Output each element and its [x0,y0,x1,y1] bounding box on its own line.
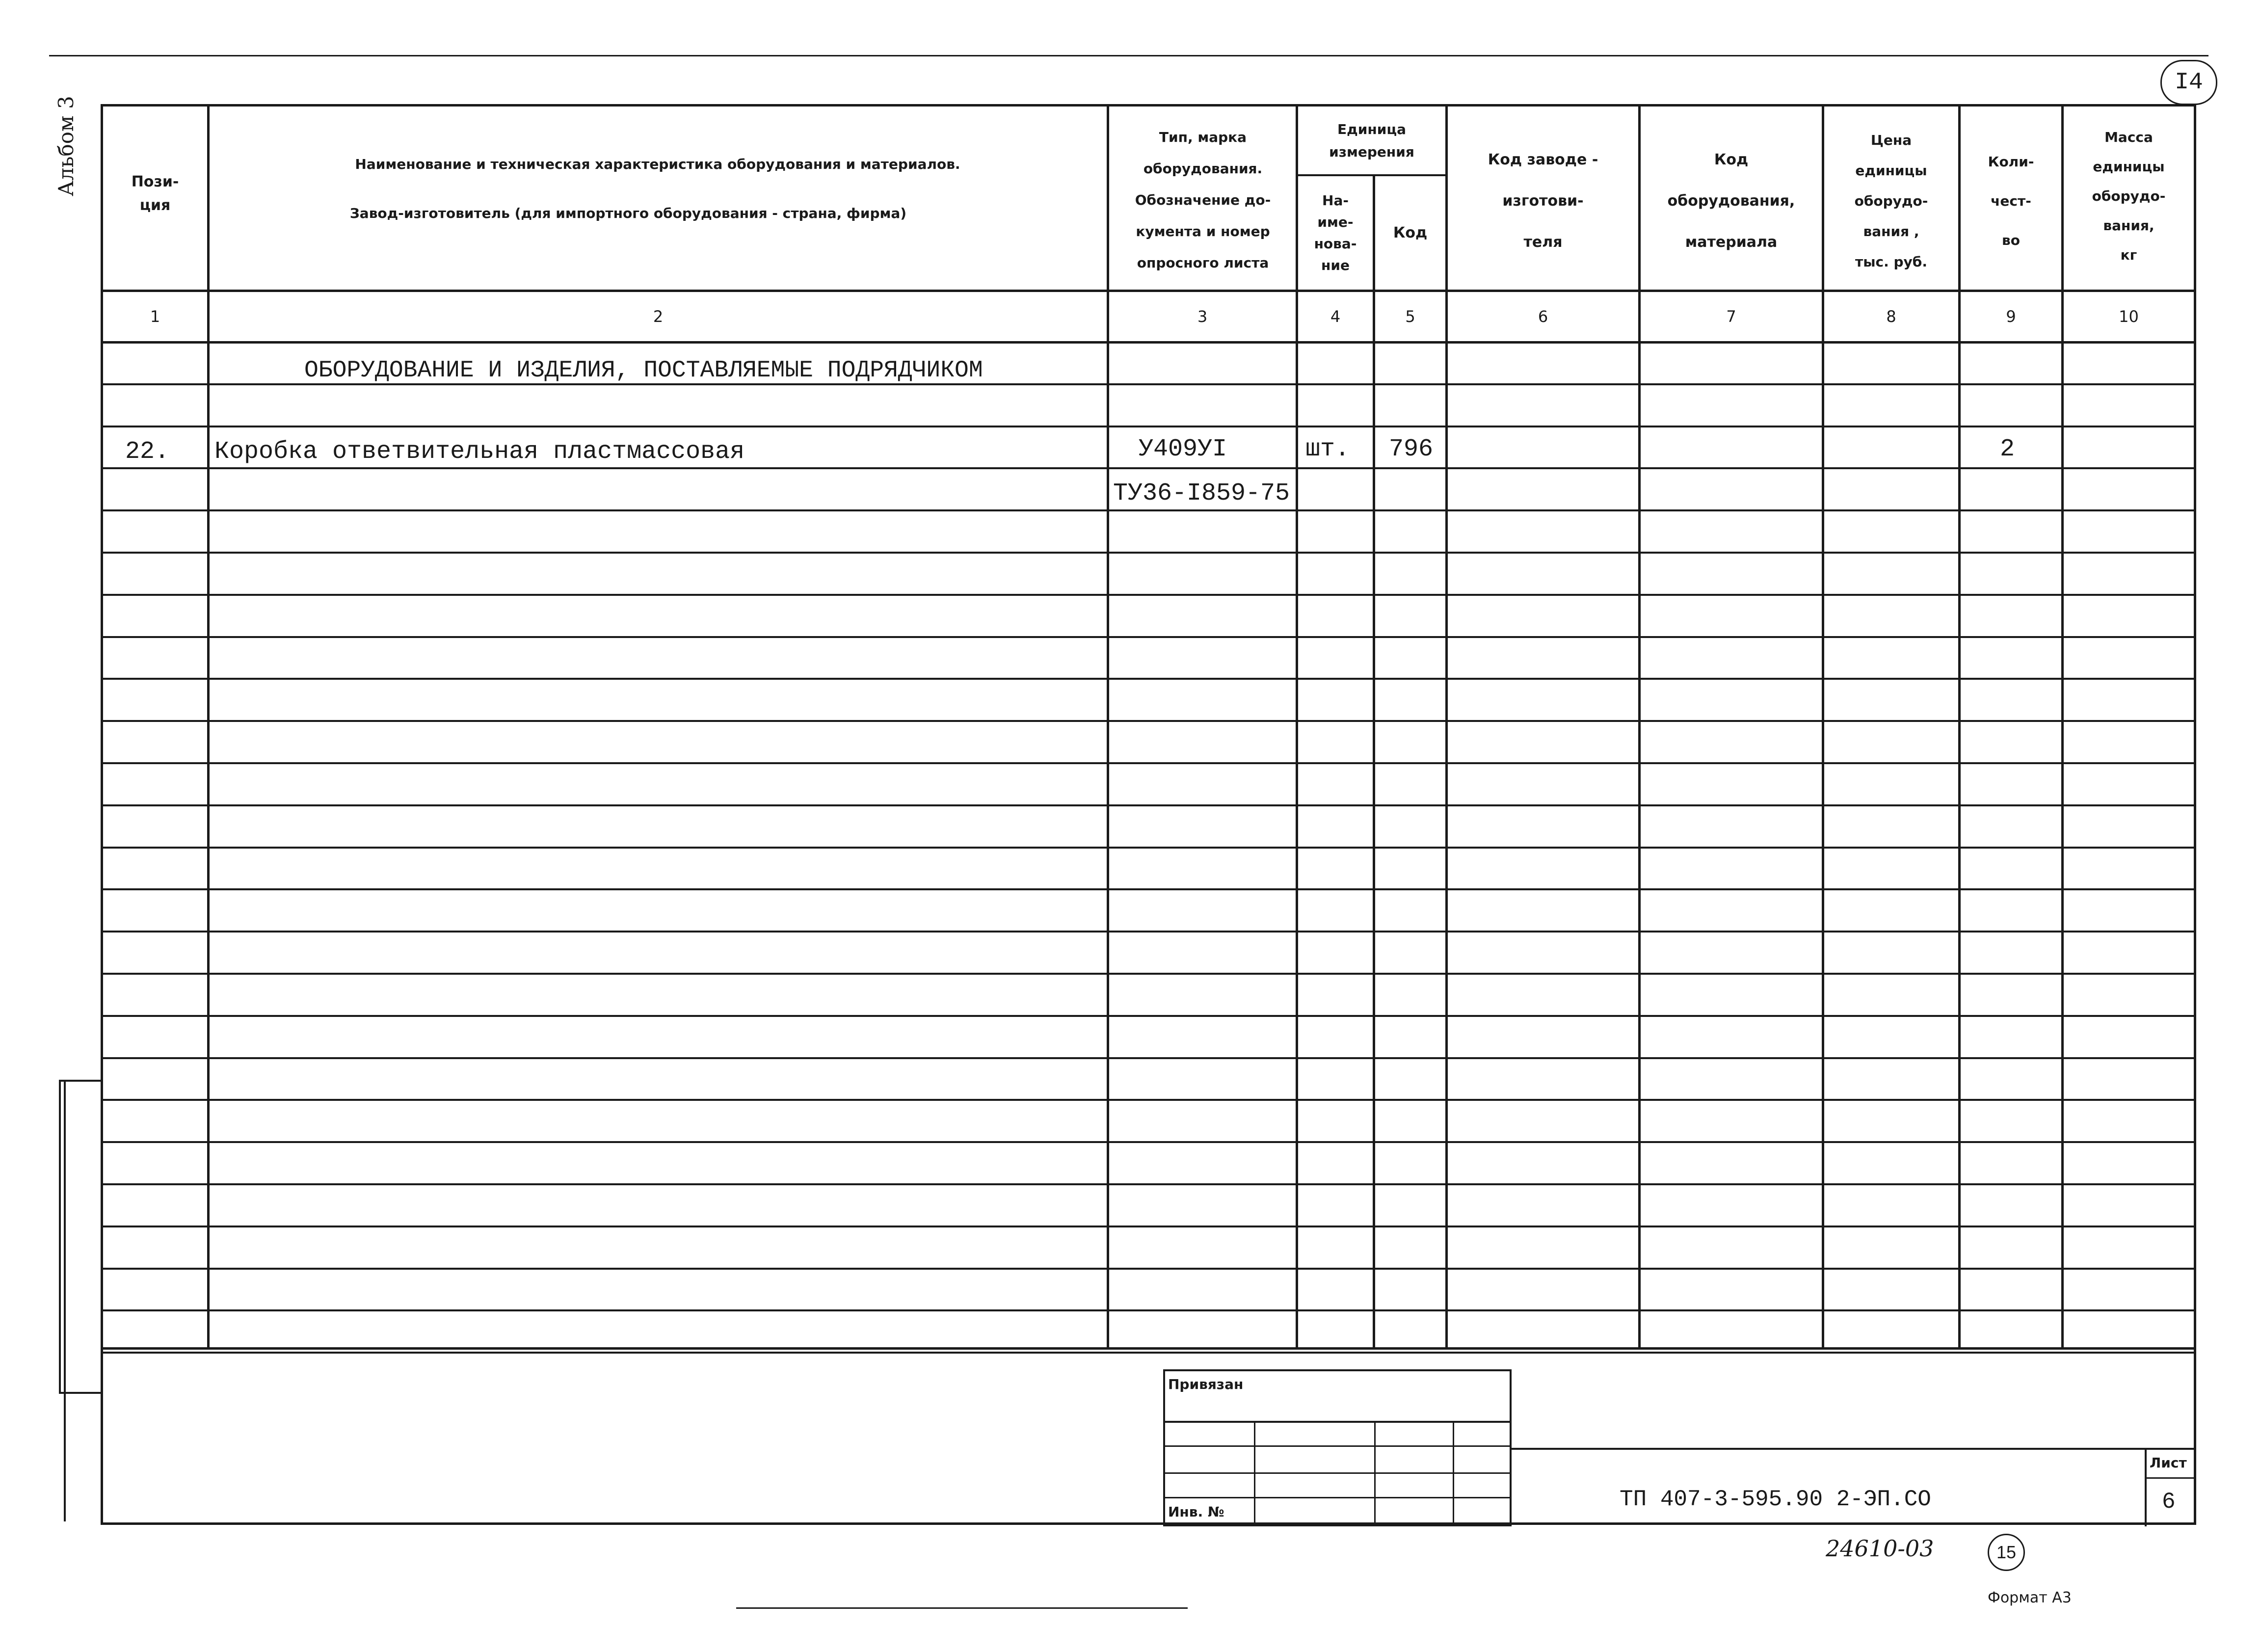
row-line [101,1268,2196,1270]
row-line [101,1309,2196,1311]
col-number-7: 7 [1726,307,1736,326]
header-name-line1: Наименование и техническая характеристика оборудования и материалов. [355,156,960,172]
sheet-badge: I4 [2160,60,2217,105]
row-1-unit: шт. [1305,435,1350,463]
row-line [101,762,2196,764]
header-plant-code: Код заводе - изготови- теля [1488,151,1598,251]
row-line [101,888,2196,890]
header-unit-name: На- име- нова- ние [1314,192,1357,273]
order-number: 24610-03 [1826,1535,1934,1562]
page-circle: 15 [1988,1534,2025,1571]
col-number-2: 2 [653,307,664,326]
album-label: Альбом 3 [54,96,78,196]
row-line [101,720,2196,722]
row-line [101,973,2196,975]
col-number-5: 5 [1405,307,1415,326]
header-type: Тип, марка оборудования. Обозначение до- кумента и номер опросного листа [1135,129,1271,271]
col-number-6: 6 [1538,307,1548,326]
header-quantity: Коли- чест- во [1988,154,2034,248]
format-label: Формат А3 [1988,1589,2072,1606]
row-line [101,1099,2196,1101]
header-unit-code: Код [1393,224,1428,241]
row-line [101,931,2196,933]
table-bottom-line [101,1347,2196,1350]
col-number-8: 8 [1886,307,1896,326]
header-unit-group: Единица измерения [1329,121,1414,160]
row-line [101,594,2196,596]
row-line [101,1352,2196,1354]
row-1-position: 22. [125,437,170,466]
row-line [101,847,2196,849]
col-number-4: 4 [1330,307,1341,326]
col-number-1: 1 [150,307,160,326]
sheet-number: 6 [2162,1489,2176,1515]
header-unit-price: Цена единицы оборудо- вания , тыс. руб. [1854,132,1928,270]
col-number-9: 9 [2006,307,2016,326]
header-equipment-code: Код оборудования, материала [1667,151,1795,251]
row-line [101,636,2196,638]
row-1-unit-code: 796 [1389,435,1434,463]
row-line [101,678,2196,680]
row-2-type: ТУ36-I859-75 [1113,479,1290,507]
row-line [101,1141,2196,1143]
col-number-10: 10 [2119,307,2139,326]
row-1-quantity: 2 [2000,435,2015,463]
section-title: ОБОРУДОВАНИЕ И ИЗДЕЛИЯ, ПОСТАВЛЯЕМЫЕ ПОДРЯДЧИКОМ [304,357,983,384]
sheet-label: Лист [2150,1454,2187,1471]
row-line [101,552,2196,554]
row-line [101,1015,2196,1017]
stamp-inv-label: Инв. № [1168,1503,1224,1520]
row-line [101,1226,2196,1227]
header-mass: Масса единицы оборудо- вания, кг [2092,129,2166,263]
header-position: Пози- ция [131,173,179,214]
row-1-name: Коробка ответвительная пластмассовая [214,437,745,466]
doc-code: ТП 407-3-595.90 2-ЭП.СО [1620,1487,1931,1512]
header-name-line2: Завод-изготовитель (для импортного оборудования - страна, фирма) [349,205,907,221]
row-line [101,1057,2196,1059]
row-line [101,804,2196,806]
stamp-bound-label: Привязан [1168,1376,1244,1392]
row-line [101,1183,2196,1185]
top-rule [49,55,2208,56]
row-1-type: У409УI [1139,435,1227,463]
col-number-3: 3 [1197,307,1208,326]
